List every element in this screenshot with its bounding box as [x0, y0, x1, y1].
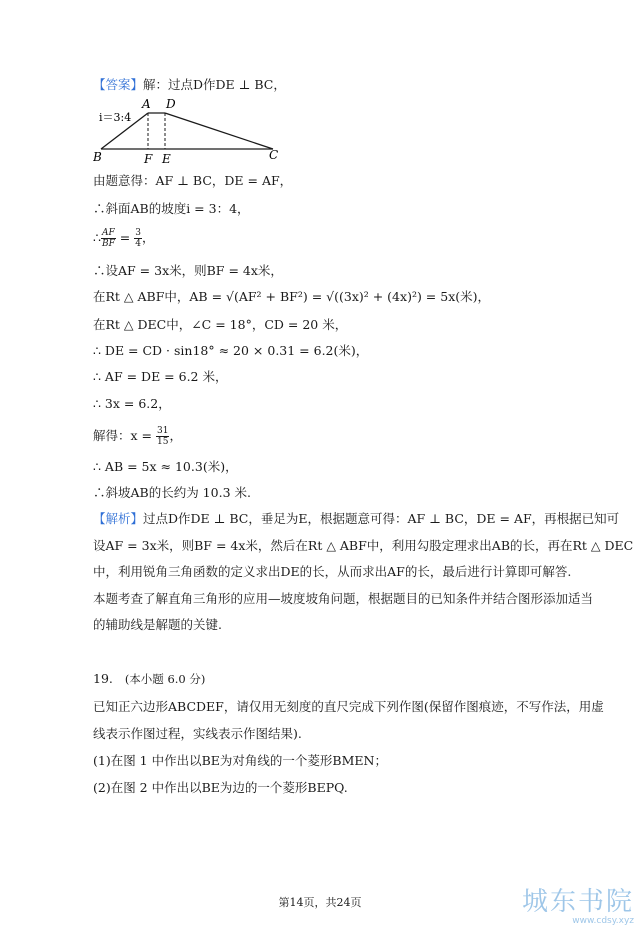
question-number: 19. — [93, 671, 113, 686]
step-4: ∴设AF = 3x米，则BF = 4x米， — [93, 263, 283, 278]
fraction-num: 31 — [156, 426, 169, 436]
step-8: ∴ AF = DE = 6.2 米， — [93, 369, 228, 384]
step-3-suffix: ， — [141, 230, 155, 245]
slope-label: i＝3:4 — [99, 111, 132, 124]
analysis-line-3: 中，利用锐角三角函数的定义求出DE的长，从而求出AF的长，最后进行计算即可解答. — [93, 564, 572, 579]
fraction-num: 3 — [135, 228, 141, 238]
analysis-line-5: 的辅助线是解题的关键. — [93, 617, 222, 632]
segment-dc — [165, 113, 273, 149]
fraction-den: BF — [101, 239, 115, 249]
answer-intro: 解：过点D作DE ⊥ BC， — [143, 77, 286, 92]
fraction-den: 15 — [156, 437, 169, 447]
question-line-1: 已知正六边形ABCDEF，请仅用无刻度的直尺完成下列作图(保留作图痕迹，不写作法，用虚 — [93, 699, 604, 714]
watermark-url: www.cdsy.xyz — [572, 916, 634, 926]
step-5: 在Rt △ ABF中，AB = √(AF² + BF²) = √((3x)² + (4x)²) = 5x(米)， — [93, 289, 491, 304]
fraction-3-4 — [134, 228, 142, 249]
equals: = — [115, 230, 135, 245]
watermark-title: 城东书院 — [521, 887, 634, 917]
label-f: F — [144, 152, 153, 166]
analysis-tag: 【解析】 — [93, 511, 144, 526]
step-10-prefix: 解得：x = — [93, 428, 156, 443]
answer-tag: 【答案】 — [93, 77, 144, 92]
question-part-1: (1)在图 1 中作出以BE为对角线的一个菱形BMEN； — [93, 753, 387, 768]
fraction-31-15 — [156, 426, 169, 447]
step-3 — [93, 228, 154, 249]
step-3-prefix: ∴ — [93, 230, 101, 245]
step-10-suffix: ， — [169, 428, 182, 443]
analysis-text-1: 过点D作DE ⊥ BC，垂足为E，根据题意可得：AF ⊥ BC，DE = AF，再根据已知可 — [143, 511, 620, 526]
page-footer: 第14页，共24页 — [278, 896, 362, 909]
step-10 — [93, 426, 182, 447]
fraction-af-bf — [101, 228, 116, 249]
slope-figure — [93, 95, 283, 167]
question-part-2: (2)在图 2 中作出以BE为边的一个菱形BEPQ. — [93, 780, 348, 795]
step-12: ∴斜坡AB的长约为 10.3 米. — [93, 485, 251, 500]
fraction-num: AF — [102, 228, 115, 238]
analysis-line-1 — [93, 510, 619, 528]
label-e: E — [162, 152, 171, 166]
label-a: A — [142, 97, 151, 111]
watermark — [522, 888, 634, 926]
label-d: D — [166, 97, 176, 111]
step-9: ∴ 3x = 6.2， — [93, 396, 171, 411]
analysis-line-4: 本题考查了解直角三角形的应用—坡度坡角问题，根据题目的已知条件并结合图形添加适当 — [93, 591, 594, 606]
fraction-den: 4 — [135, 239, 141, 249]
step-1: 由题意得：AF ⊥ BC，DE = AF， — [93, 173, 293, 188]
step-7: ∴ DE = CD · sin18° ≈ 20 × 0.31 = 6.2(米)， — [93, 343, 369, 358]
question-header — [93, 670, 205, 688]
question-line-2: 线表示作图过程，实线表示作图结果). — [93, 726, 302, 741]
question-score: (本小题 6.0 分) — [124, 672, 206, 686]
step-6: 在Rt △ DEC中，∠C = 18°，CD = 20 米， — [93, 317, 348, 332]
answer-line — [93, 76, 286, 94]
analysis-line-2: 设AF = 3x米，则BF = 4x米，然后在Rt △ ABF中，利用勾股定理求出AB的长，再在Rt △ DEC — [93, 538, 634, 553]
step-11: ∴ AB = 5x ≈ 10.3(米)， — [93, 459, 238, 474]
step-2: ∴斜面AB的坡度i = 3：4， — [93, 201, 250, 216]
label-c: C — [269, 148, 279, 162]
label-b: B — [93, 150, 102, 164]
